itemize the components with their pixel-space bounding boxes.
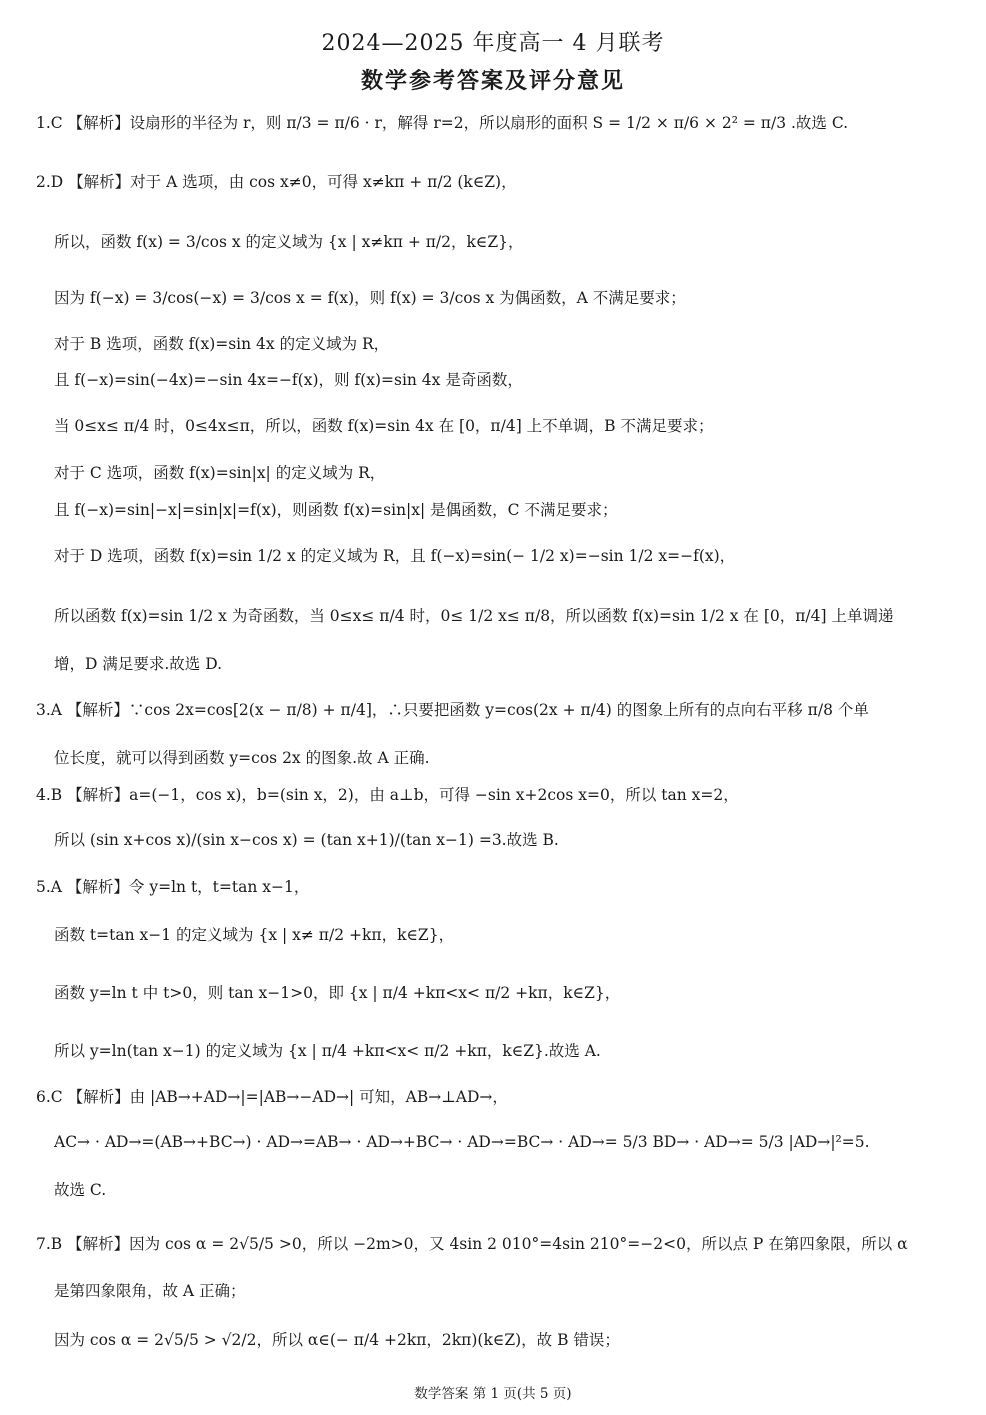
answer-2-line: 因为 f(−x) = 3/cos(−x) = 3/cos x = f(x)，则 f(x) = 3/cos x 为偶函数，A 不满足要求； bbox=[54, 289, 686, 307]
exam-title: 2024—2025 年度高一 4 月联考 bbox=[321, 31, 665, 56]
answer-6-line: 6.C 【解析】由 |AB→+AD→|=|AB→−AD→| 可知，AB→⊥AD→， bbox=[36, 1088, 508, 1106]
page-footer: 数学答案 第 1 页(共 5 页) bbox=[414, 1386, 572, 1402]
answer-5-line: 5.A 【解析】令 y=ln t，t=tan x−1， bbox=[36, 878, 310, 896]
answer-3-line: 3.A 【解析】∵cos 2x=cos[2(x − π/8) + π/4]，∴只要把函数 y=cos(2x + π/4) 的图象上所有的点向右平移 π/8 个单 bbox=[36, 701, 869, 719]
answer-2-line: 对于 C 选项，函数 f(x)=sin|x| 的定义域为 R， bbox=[54, 464, 386, 482]
answer-2-line: 所以，函数 f(x) = 3/cos x 的定义域为 {x | x≠kπ + π/2，k∈Z}， bbox=[54, 233, 524, 251]
answer-2-line: 且 f(−x)=sin|−x|=sin|x|=f(x)，则函数 f(x)=sin|x| 是偶函数，C 不满足要求； bbox=[54, 501, 618, 519]
answer-4-line: 4.B 【解析】a=(−1，cos x)，b=(sin x，2)，由 a⊥b，可得 −sin x+2cos x=0，所以 tan x=2， bbox=[36, 786, 739, 804]
answer-5-line: 函数 y=ln t 中 t>0，则 tan x−1>0，即 {x | π/4 +kπ<x< π/2 +kπ，k∈Z}， bbox=[54, 984, 621, 1002]
answer-1-line: 1.C 【解析】设扇形的半径为 r，则 π/3 = π/6 · r，解得 r=2，所以扇形的面积 S = 1/2 × π/6 × 2² = π/3 .故选 C. bbox=[36, 114, 849, 132]
answer-4-line: 所以 (sin x+cos x)/(sin x−cos x) = (tan x+1)/(tan x−1) =3.故选 B. bbox=[54, 831, 559, 849]
answer-5-line: 函数 t=tan x−1 的定义域为 {x | x≠ π/2 +kπ，k∈Z}， bbox=[54, 926, 455, 944]
answer-2-line: 增，D 满足要求.故选 D. bbox=[54, 655, 223, 673]
answer-2-line: 2.D 【解析】对于 A 选项，由 cos x≠0，可得 x≠kπ + π/2 (k∈Z)， bbox=[36, 173, 517, 191]
answer-2-line: 所以函数 f(x)=sin 1/2 x 为奇函数，当 0≤x≤ π/4 时，0≤ 1/2 x≤ π/8，所以函数 f(x)=sin 1/2 x 在 [0，π/4] 上单调递 bbox=[54, 607, 894, 625]
answer-5-line: 所以 y=ln(tan x−1) 的定义域为 {x | π/4 +kπ<x< π/2 +kπ，k∈Z}.故选 A. bbox=[54, 1042, 601, 1060]
answer-6-line: 故选 C. bbox=[54, 1181, 107, 1199]
answer-6-line: AC→ · AD→=(AB→+BC→) · AD→=AB→ · AD→+BC→ · AD→=BC→ · AD→= 5/3 BD→ · AD→= 5/3 |AD→|²=5. bbox=[54, 1133, 870, 1151]
answer-3-line: 位长度，就可以得到函数 y=cos 2x 的图象.故 A 正确. bbox=[54, 749, 430, 767]
answer-7-line: 7.B 【解析】因为 cos α = 2√5/5 >0，所以 −2m>0，又 4sin 2 010°=4sin 210°=−2<0，所以点 P 在第四象限，所以 α bbox=[36, 1235, 908, 1253]
answer-2-line: 对于 D 选项，函数 f(x)=sin 1/2 x 的定义域为 R，且 f(−x)=sin(− 1/2 x)=−sin 1/2 x=−f(x)， bbox=[54, 547, 736, 565]
answer-2-line: 对于 B 选项，函数 f(x)=sin 4x 的定义域为 R， bbox=[54, 335, 390, 353]
answer-7-line: 是第四象限角，故 A 正确； bbox=[54, 1282, 246, 1300]
answer-7-line: 因为 cos α = 2√5/5 > √2/2，所以 α∈(− π/4 +2kπ，2kπ)(k∈Z)，故 B 错误； bbox=[54, 1331, 620, 1349]
answer-2-line: 当 0≤x≤ π/4 时，0≤4x≤π，所以，函数 f(x)=sin 4x 在 [0，π/4] 上不单调，B 不满足要求； bbox=[54, 417, 714, 435]
answer-key-subtitle: 数学参考答案及评分意见 bbox=[360, 68, 625, 94]
answer-2-line: 且 f(−x)=sin(−4x)=−sin 4x=−f(x)，则 f(x)=sin 4x 是奇函数， bbox=[54, 371, 523, 389]
